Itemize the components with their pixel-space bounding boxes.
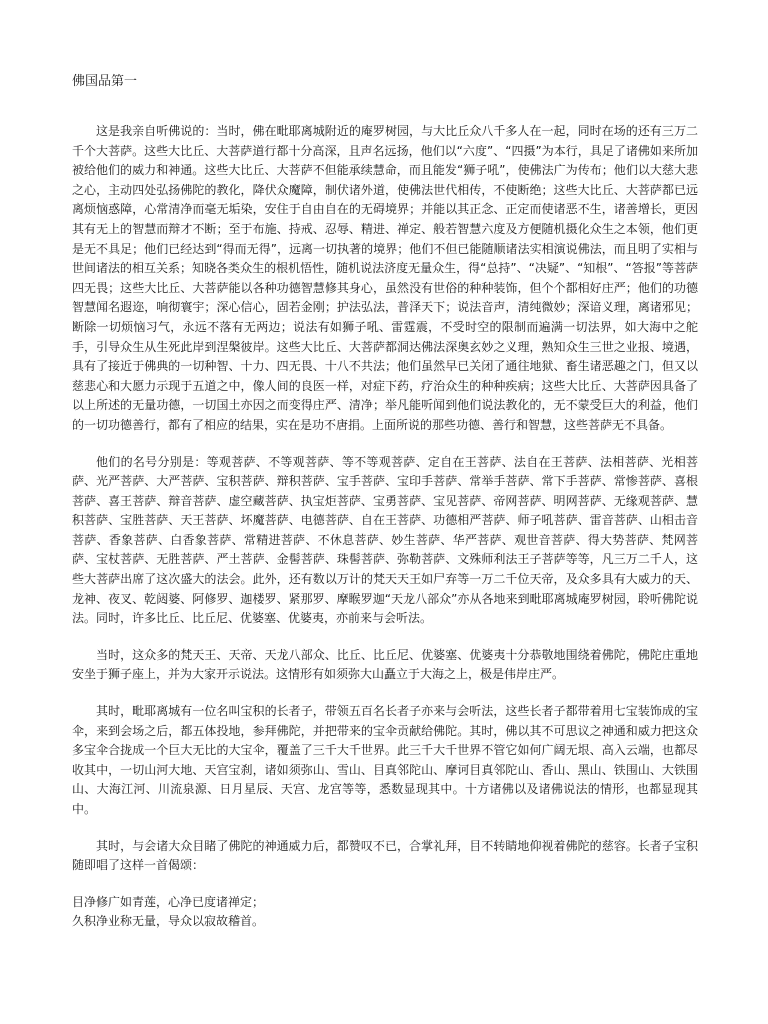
chapter-title: 佛国品第一: [72, 74, 138, 89]
paragraph-praise: 其时，与会诸大众目睹了佛陀的神通威力后，都赞叹不已，合掌礼拜，目不转睛地仰视着佛陀的慈容。长者子宝积随即唱了这样一首偈颂：: [72, 838, 698, 873]
verse-line: 久积净业称无量，导众以寂故稽首。: [72, 914, 265, 929]
paragraph-intro: 这是我亲自听佛说的：当时，佛在毗耶离城附近的庵罗树园，与大比丘众八千多人在一起，同时在场的还有三万二千个大菩萨。这些大比丘、大菩萨道行都十分高深，且声名远扬，他们以“六度”、“四摄”为本行，具足了诸佛如来所加被给他们的威力和神通。这些大比丘、大菩萨不但能承续慧命，而且能发“狮子吼”，使佛法广为传布；他们以大慈大悲之心，主动四处弘扬佛陀的教化，降伏众魔障，制伏诸外道，使佛法世代相传，不使断绝；这些大比丘、大菩萨都已远离烦恼惑障，心常清净而毫无垢染，安住于自由自在的无碍境界；并能以其正念、正定而使诸恶不生，诸善增长，更因其有无上的智慧而辩才不断；至于布施、持戒、忍辱、精进、禅定、般若智慧六度及方便随机摄化众生之本领，他们更是无不具足；他们已经达到“得而无得”，远离一切执著的境界；他们不但已能随顺诸法实相演说佛法，而且明了实相与世间诸法的相互关系；知晓各类众生的根机悟性，随机说法济度无量众生，得“总持”、“决疑”、“知根”、“答报”等菩萨四无畏；这些大比丘、大菩萨能以各种功德智慧修其身心，虽然没有世俗的种种装饰，但个个都相好庄严；他们的功德智慧闻名遐迩，响彻寰宇；深心信心，固若金刚；护法弘法，普泽天下；说法音声，清纯微妙；深谙义理，离诸邪见；断除一切烦恼习气，永远不落有无两边；说法有如狮子吼、雷霆震，不受时空的限制而遍满一切法界，如大海中之舵手，引导众生从生死此岸到涅槃彼岸。这些大比丘、大菩萨都洞达佛法深奥玄妙之义理，熟知众生三世之业报、境遇，具有了接近于佛典的一切种智、十力、四无畏、十八不共法；他们虽然早已关闭了通往地狱、畜生诸恶趣之门，但又以慈悲心和大愿力示现于五道之中，像人间的良医一样，对症下药，疗治众生的种种疾病；这些大比丘、大菩萨因具备了以上所述的无量功德，一切国土亦因之而变得庄严、清净；举凡能听闻到他们说法教化的，无不蒙受巨大的利益，他们的一切功德善行，都有了相应的结果，实在是功不唐捐。上面所说的那些功德、善行和智慧，这些菩萨无不具备。: [72, 124, 698, 432]
paragraph-ratnakara-parasols: 其时，毗耶离城有一位名叫宝积的长者子，带领五百名长者子亦来与会听法，这些长者子都带着用七宝装饰成的宝伞，来到会场之后，都五体投地，参拜佛陀，并把带来的宝伞贡献给佛陀。其时，佛以其不可思议之神通和威力把这众多宝伞合拢成一个巨大无比的大宝伞，覆盖了三千大千世界。此三千大千世界不管它如何广阔无垠、高入云端，也都尽收其中，一切山河大地、天宫宝刹，诸如须弥山、雪山、目真邻陀山、摩诃目真邻陀山、香山、黑山、铁围山、大铁围山、大海江河、川流泉源、日月星辰、天宫、龙宫等等，悉数显现其中。十方诸佛以及诸佛说法的情形，也都显现其中。: [72, 704, 698, 816]
verse-block: [72, 893, 698, 932]
verse-line: 目净修广如青莲，心净已度诸禅定；: [72, 894, 265, 909]
paragraph-assembly: 当时，这众多的梵天王、天帝、天龙八部众、比丘、比丘尼、优婆塞、优婆夷十分恭敬地围绕着佛陀，佛陀庄重地安坐于狮子座上，并为大家开示说法。这情形有如须弥大山矗立于大海之上，极是伟岸庄严。: [72, 647, 698, 682]
paragraph-bodhisattva-names: 他们的名号分别是：等观菩萨、不等观菩萨、等不等观菩萨、定自在王菩萨、法自在王菩萨、法相菩萨、光相菩萨、光严菩萨、大严菩萨、宝积菩萨、辩积菩萨、宝手菩萨、宝印手菩萨、常举手菩萨、常下手菩萨、常惨菩萨、喜根菩萨、喜王菩萨、辩音菩萨、虚空藏菩萨、执宝炬菩萨、宝勇菩萨、宝见菩萨、帝网菩萨、明网菩萨、无缘观菩萨、慧积菩萨、宝胜菩萨、天王菩萨、坏魔菩萨、电德菩萨、自在王菩萨、功德相严菩萨、师子吼菩萨、雷音菩萨、山相击音菩萨、香象菩萨、白香象菩萨、常精进菩萨、不休息菩萨、妙生菩萨、华严菩萨、观世音菩萨、得大势菩萨、梵网菩萨、宝杖菩萨、无胜菩萨、严土菩萨、金髻菩萨、珠髻菩萨、弥勒菩萨、文殊师利法王子菩萨等等，凡三万二千人，这些大菩萨出席了这次盛大的法会。此外，还有数以万计的梵天天王如尸弃等一万二千位天帝，及众多具有大威力的天、龙神、夜叉、乾闼婆、阿修罗、迦楼罗、紧那罗、摩睺罗迦“天龙八部众”亦从各地来到毗耶离城庵罗树园，聆听佛陀说法。同时，许多比丘、比丘尼、优婆塞、优婆夷，亦前来与会听法。: [72, 454, 698, 626]
